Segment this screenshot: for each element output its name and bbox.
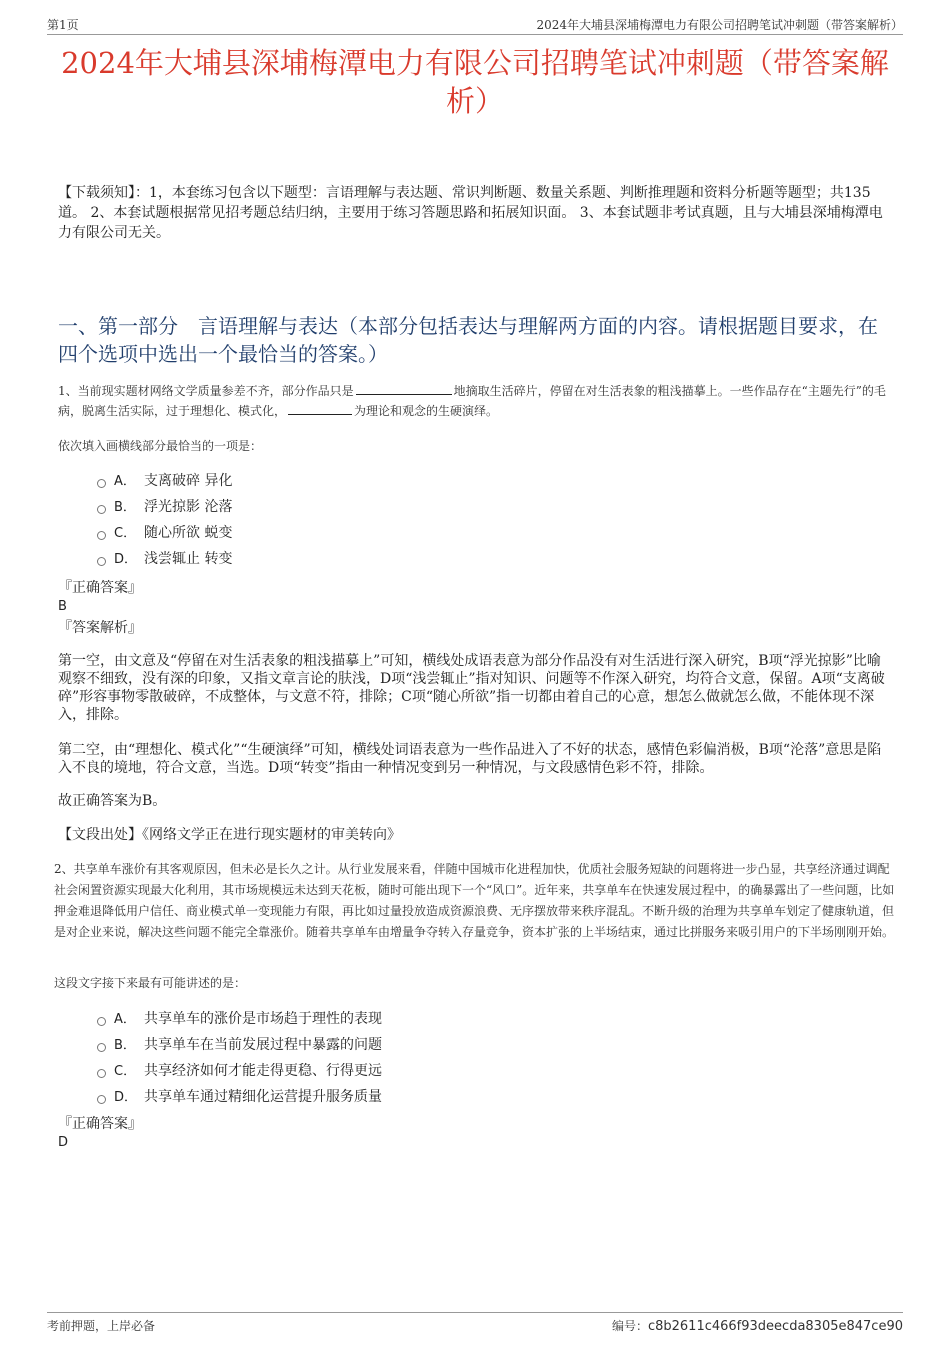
section-title: 一、第一部分 言语理解与表达（本部分包括表达与理解两方面的内容。请根据题目要求，在四个选项中选出一个最恰当的答案。） [58,314,878,366]
q1-conclusion: 故正确答案为B。 [58,793,167,809]
option-text: 共享单车的涨价是市场趋于理性的表现 [144,1011,382,1027]
page-footer [47,1312,903,1339]
option-text: 随心所欲 蜕变 [144,525,233,541]
q1-analysis-paragraph-2: 第二空，由“理想化、模式化”“生硬演绎”可知，横线处词语表意为一些作品进入了不好的状态，感情色彩偏消极，B项“沦落”意思是陷入不良的境地，符合文意，当选。D项“转变”指由一种情况变到另一种情况，与文段感情色彩不符，排除。 [58,742,882,776]
q1-instruction: 依次填入画横线部分最恰当的一项是： [58,439,263,453]
page-number: 第1页 [47,18,79,32]
q2-instruction: 这段文字接下来最有可能讲述的是： [54,976,247,990]
option-text: 浮光掠影 沦落 [144,499,233,515]
option-letter: C． [114,1064,137,1079]
q1-option-c[interactable] [97,523,232,543]
q2-answer-label: 『正确答案』 [58,1116,142,1132]
question-1-stem [58,381,900,421]
radio-icon[interactable] [97,1043,106,1052]
download-notice: 【下载须知】：1，本套练习包含以下题型：言语理解与表达题、常识判断题、数量关系题、判断推理题和资料分析题等题型；共135道。 2、本套试题根据常见招考题总结归纳，主要用于练习答题思路和拓展知识面。 3、本套试题非考试真题，且与大埔县深埔梅潭电力有限公司无关。 [58,185,883,241]
q1-answer: B [58,599,67,614]
option-text: 共享单车在当前发展过程中暴露的问题 [144,1037,382,1053]
q1-stem-part2: 地摘取生活碎片，停留在对生活表象的粗浅描摹上。一些作品存在“主题先行”的毛病，脱离生活实际，过于理想化、模式化， [58,384,886,418]
page-header [47,14,903,35]
radio-icon[interactable] [97,1069,106,1078]
q1-source: 【文段出处】《网络文学正在进行现实题材的审美转向》 [58,827,401,843]
q1-blank-2 [288,402,352,415]
q1-analysis-paragraph-1: 第一空，由文意及“停留在对生活表象的粗浅描摹上”可知，横线处成语表意为部分作品没有对生活进行深入研究，B项“浮光掠影”比喻观察不细致，没有深的印象，又指文章言论的肤浅，D项“浅尝辄止”指对知识、问题等不作深入研究，均符合文意，保留。A项“支离破碎”形容事物零散破碎，不成整体，与文意不符，排除；C项“随心所欲”指一切都由着自己的心意，想怎么做就怎么做，不能体现不深入，排除。 [58,653,885,723]
q2-option-c[interactable] [97,1061,382,1081]
radio-icon[interactable] [97,1095,106,1104]
option-letter: B． [114,1038,136,1053]
q2-option-a[interactable] [97,1009,382,1029]
q2-option-d[interactable] [97,1087,382,1107]
q2-answer: D [58,1135,69,1150]
radio-icon[interactable] [97,557,106,566]
document-title: 2024年大埔县深埔梅潭电力有限公司招聘笔试冲刺题（带答案解析） [61,46,889,118]
q2-option-b[interactable] [97,1035,382,1055]
q1-analysis-label: 『答案解析』 [58,620,142,636]
option-text: 支离破碎 异化 [144,473,233,489]
option-text: 共享单车通过精细化运营提升服务质量 [144,1089,382,1105]
option-text: 共享经济如何才能走得更稳、行得更远 [144,1063,382,1079]
q1-stem-part1: 1、当前现实题材网络文学质量参差不齐，部分作品只是 [58,384,354,398]
option-letter: D． [114,1090,138,1105]
footer-code-label: 编号： [611,1319,648,1333]
option-text: 浅尝辄止 转变 [144,551,233,567]
radio-icon[interactable] [97,505,106,514]
q1-option-b[interactable] [97,497,232,517]
q1-option-a[interactable] [97,471,232,491]
footer-code [612,1317,903,1334]
radio-icon[interactable] [97,479,106,488]
option-letter: C． [114,526,137,541]
option-letter: A． [114,474,136,489]
footer-slogan: 考前押题，上岸必备 [47,1319,156,1333]
q1-stem-part3: 为理论和观念的生硬演绎。 [354,404,499,418]
footer-code-value: c8b2611c466f93deecda8305e847ce90 [647,1319,903,1334]
radio-icon[interactable] [97,531,106,540]
header-doc-title: 2024年大埔县深埔梅潭电力有限公司招聘笔试冲刺题（带答案解析） [536,18,903,32]
option-letter: A． [114,1012,136,1027]
question-2-stem: 2、共享单车涨价有其客观原因，但未必是长久之计。从行业发展来看，伴随中国城市化进程加快，优质社会服务短缺的问题将进一步凸显，共享经济通过调配社会闲置资源实现最大化利用，其市场规模远未达到天花板，随时可能出现下一个“风口”。近年来，共享单车在快速发展过程中，的确暴露出了一些问题，比如押金难退降低用户信任、商业模式单一变现能力有限，再比如过量投放造成资源浪费、无序摆放带来秩序混乱。不断升级的治理为共享单车划定了健康轨道，但是对企业来说，解决这些问题不能完全靠涨价。随着共享单车由增量争夺转入存量竞争，资本扩张的上半场结束，通过比拼服务来吸引用户的下半场刚刚开始。 [54,862,895,939]
q1-answer-label: 『正确答案』 [58,580,142,596]
option-letter: B． [114,500,136,515]
radio-icon[interactable] [97,1017,106,1026]
q1-option-d[interactable] [97,549,232,569]
q1-blank-1 [356,382,452,395]
option-letter: D． [114,552,138,567]
